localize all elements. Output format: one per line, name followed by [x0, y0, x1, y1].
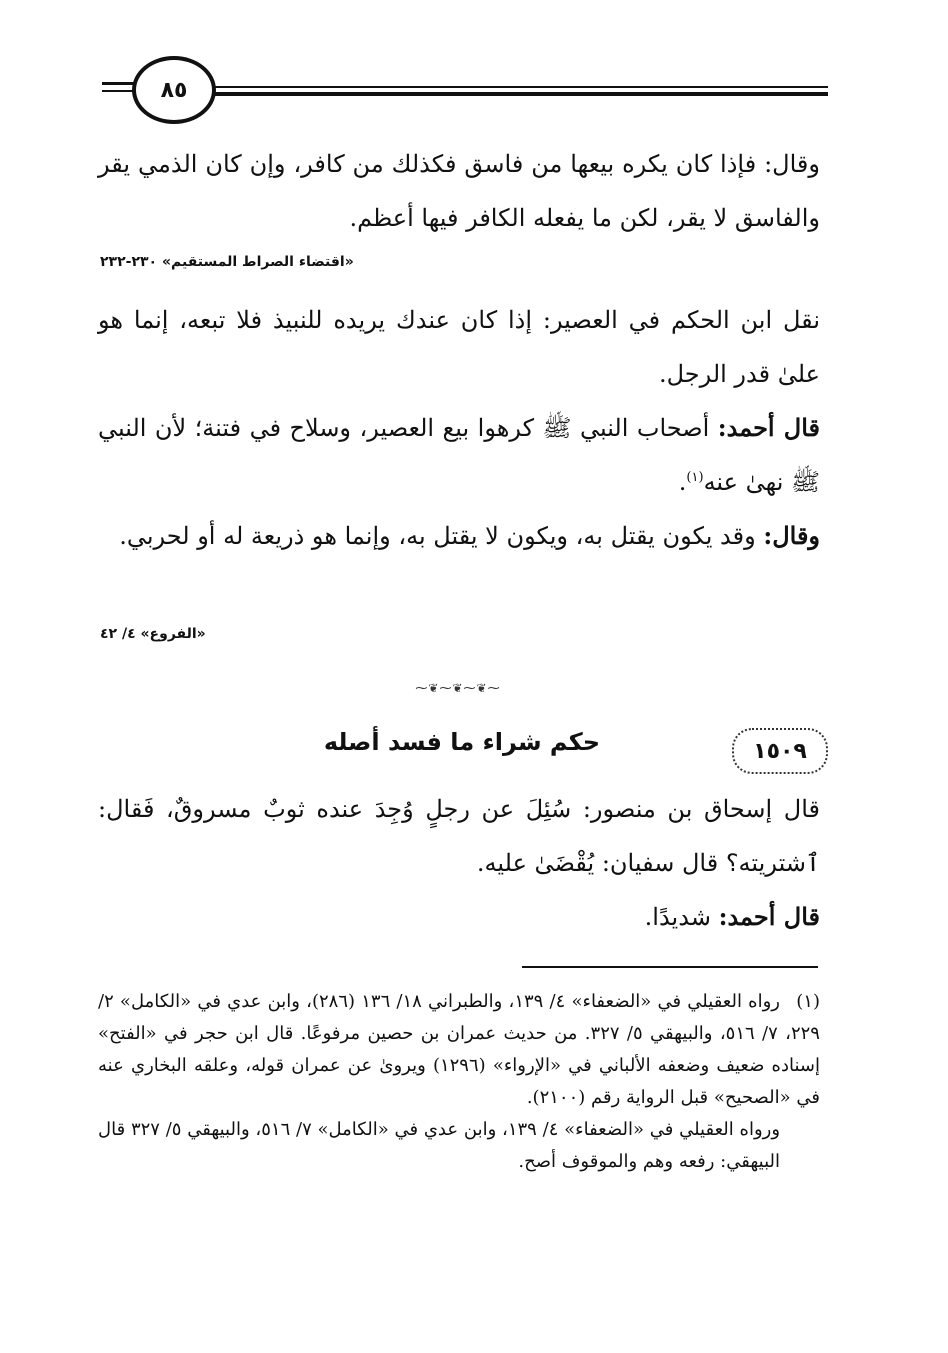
paragraph-block-1 [98, 137, 820, 245]
paragraph [98, 890, 820, 944]
paragraph [98, 401, 820, 509]
paragraph: نقل ابن الحكم في العصير: إذا كان عندك يريده للنبيذ فلا تبعه، إنما هو علىٰ قدر الرجل. [98, 306, 820, 388]
paragraph-text: وقد يكون يقتل به، ويكون لا يقتل به، وإنما هو ذريعة له أو لحربي. [119, 522, 764, 550]
footnote-marker: (١) [796, 991, 820, 1012]
speaker-label: وقال: [763, 521, 820, 550]
footnotes [98, 986, 820, 1178]
speaker-label: قال أحمد: [718, 902, 820, 931]
paragraph-text: أصحاب النبي ﷺ كرهوا بيع العصير، وسلاح في فتنة؛ لأن النبي ﷺ نهىٰ عنه [98, 414, 820, 496]
page-number-ring [132, 56, 216, 124]
header-rule-left-bottom [102, 90, 134, 92]
speaker-label: قال أحمد: [717, 413, 820, 442]
paragraph-text: شديدًا. [644, 903, 719, 931]
page-number: ٨٥ [160, 77, 188, 103]
paragraph [98, 509, 820, 563]
paragraph: قال إسحاق بن منصور: سُئِلَ عن رجلٍ وُجِدَ عنده ثوبٌ مسروقٌ، فَقال: ٱشتريته؟ قال سفيان: يُقْضَىٰ عليه. [98, 795, 820, 877]
source-citation: «اقتضاء الصراط المستقيم» ٢٣٠-٢٣٢ [100, 254, 354, 270]
header-rule-left-top [102, 82, 134, 85]
paragraph-block-3 [98, 782, 820, 944]
footnote-text: رواه العقيلي في «الضعفاء» ٤/ ١٣٩، والطبراني ١٨/ ١٣٦ (٢٨٦)، وابن عدي في «الكامل» ٢/ ٢٢٩، ٧/ ٥١٦، والبيهقي ٥/ ٣٢٧. من حديث عمران بن حصين مرفوعًا. قال ابن حجر في «الفتح» إسناده ضعيف وضعفه الألباني في «الإرواء» (١٢٩٦) ويروىٰ عن عمران قوله، وعلقه البخاري عنه في «الصحيح» قبل الرواية رقم (٢١٠٠). [98, 991, 820, 1108]
paragraph-end: . [678, 468, 687, 496]
paragraph: وقال: فإذا كان يكره بيعها من فاسق فكذلك من كافر، وإن كان الذمي يقر والفاسق لا يقر، لكن ما يفعله الكافر فيها أعظم. [98, 150, 820, 232]
footnote-reference: (١) [686, 470, 704, 485]
section-title: حكم شراء ما فسد أصله [323, 728, 600, 756]
footnote [98, 986, 820, 1114]
header-rule-right-top [210, 86, 828, 88]
section-number-badge [732, 728, 828, 774]
footnote-separator [522, 966, 818, 968]
section-number: ١٥٠٩ [753, 738, 807, 764]
page-header [0, 0, 948, 130]
section-divider-ornament: ⁓❦⁓❦⁓❦⁓ [415, 681, 501, 695]
paragraph-block-2 [98, 293, 820, 563]
header-rule-right-bottom [210, 92, 828, 96]
source-citation: «الفروع» ٤/ ٤٢ [100, 626, 206, 642]
footnote-continuation: ورواه العقيلي في «الضعفاء» ٤/ ١٣٩، وابن عدي في «الكامل» ٧/ ٥١٦، والبيهقي ٥/ ٣٢٧ قال البيهقي: رفعه وهم والموقوف أصح. [98, 1119, 781, 1172]
